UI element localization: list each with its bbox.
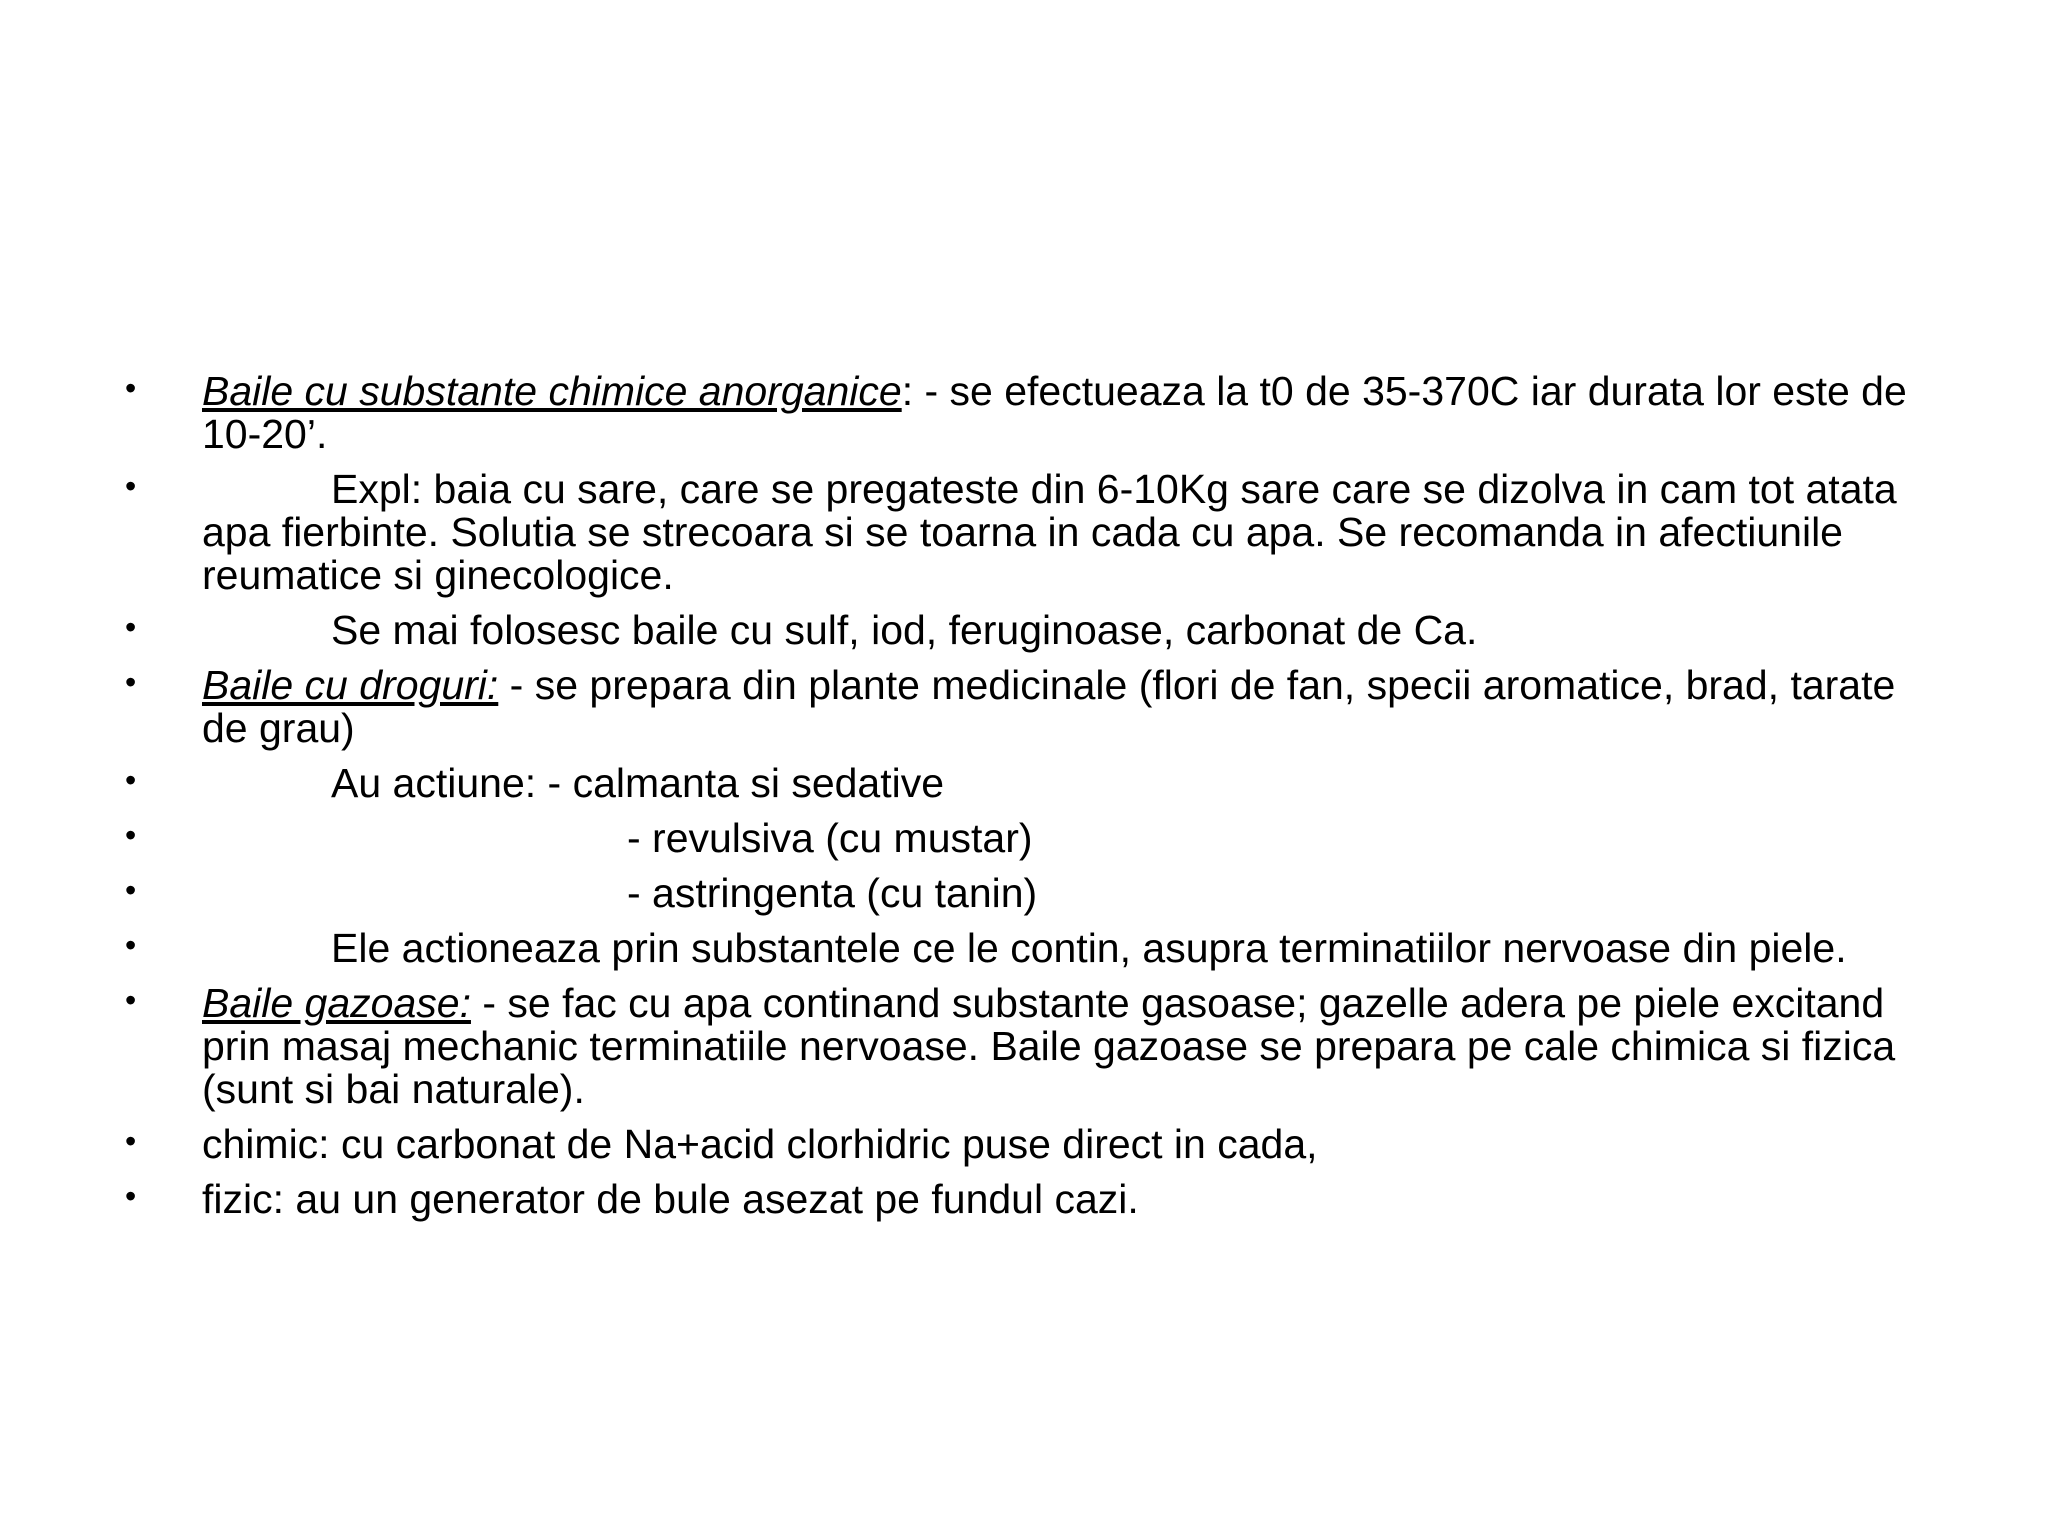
list-item	[120, 927, 1950, 970]
item-text: Au actiune: - calmanta si sedative	[331, 760, 945, 806]
section-heading: Baile cu droguri:	[202, 662, 499, 708]
section-heading: Baile gazoase:	[202, 980, 471, 1026]
list-item	[120, 1178, 1950, 1221]
bullet-icon: •	[125, 1123, 137, 1159]
section-heading: Baile cu substante chimice anorganice	[202, 368, 902, 414]
bullet-icon: •	[125, 982, 137, 1018]
list-item	[120, 370, 1950, 456]
list-item	[120, 982, 1950, 1111]
list-item	[120, 817, 1950, 860]
bullet-icon: •	[125, 927, 137, 963]
list-item	[120, 664, 1950, 750]
list-item	[120, 609, 1950, 652]
item-text: Expl: baia cu sare, care se pregateste din 6-10Kg sare care se dizolva in cam tot atata apa fierbinte. Solutia se strecoara si se toarna in cada cu apa. Se recomanda in afectiunile reumatice si ginecologice.	[202, 466, 1897, 598]
bullet-icon: •	[125, 1178, 137, 1214]
item-text: Ele actioneaza prin substantele ce le contin, asupra terminatiilor nervoase din piele.	[331, 925, 1847, 971]
bullet-list	[120, 370, 1950, 1233]
list-item	[120, 872, 1950, 915]
item-text: - astringenta (cu tanin)	[627, 870, 1038, 916]
item-text: Se mai folosesc baile cu sulf, iod, feruginoase, carbonat de Ca.	[331, 607, 1478, 653]
bullet-icon: •	[125, 762, 137, 798]
list-item	[120, 762, 1950, 805]
bullet-icon: •	[125, 872, 137, 908]
item-text: - se fac cu apa continand substante gasoase; gazelle adera pe piele excitand prin masaj mechanic terminatiile nervoase. Baile gazoase se prepara pe cale chimica si fizica (sunt si bai naturale).	[202, 980, 1896, 1112]
list-item	[120, 1123, 1950, 1166]
bullet-icon: •	[125, 664, 137, 700]
item-text: - revulsiva (cu mustar)	[627, 815, 1033, 861]
bullet-icon: •	[125, 817, 137, 853]
list-item	[120, 468, 1950, 597]
bullet-icon: •	[125, 609, 137, 645]
item-text: fizic: au un generator de bule asezat pe fundul cazi.	[202, 1176, 1139, 1222]
item-text: - se prepara din plante medicinale (flori de fan, specii aromatice, brad, tarate de grau)	[202, 662, 1896, 751]
bullet-icon: •	[125, 370, 137, 406]
item-text: chimic: cu carbonat de Na+acid clorhidric puse direct in cada,	[202, 1121, 1318, 1167]
bullet-icon: •	[125, 468, 137, 504]
item-text: : - se efectueaza la t0 de 35-370C iar durata lor este de 10-20’.	[202, 368, 1907, 457]
